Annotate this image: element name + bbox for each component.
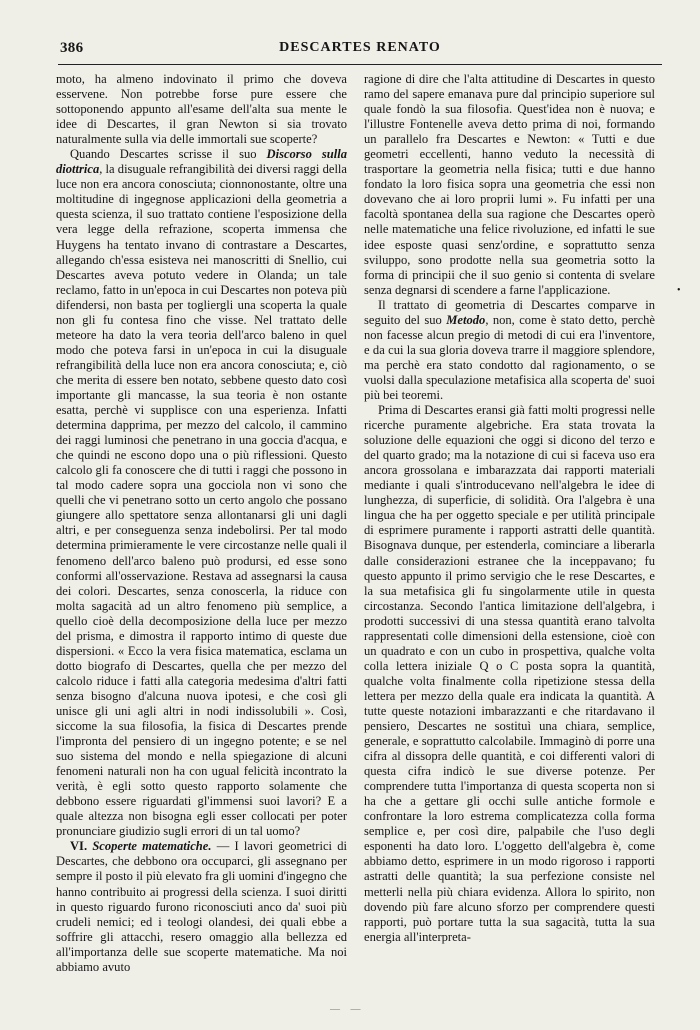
paragraph bbox=[56, 147, 347, 839]
text-run: , non, come è stato detto, perchè non facesse alcun pregio di metodi di cui era l'inventore, e da cui la sua gloria doveva trarre il maggiore splendore, ma perchè era stato condotto dal ragionamento, o se vuolsi dalla speculazione metafisica alla scoperta de' suoi più bei teoremi. bbox=[364, 312, 655, 402]
section-title: Scoperte matematiche. bbox=[92, 839, 212, 854]
work-title: Metodo bbox=[446, 312, 486, 327]
text-run: Quando Descartes scrisse il suo bbox=[70, 147, 267, 162]
section-paragraph bbox=[56, 839, 347, 974]
header-rule bbox=[58, 64, 662, 65]
running-title: DESCARTES RENATO bbox=[279, 40, 441, 55]
paragraph: Prima di Descartes eransi già fatti molti progressi nelle ricerche puramente algebriche. Era stata trovata la soluzione delle equazioni che oggi si dicono del terzo e del quarto grado; ma la notazione di cui si faceva uso era ancora grossolana e imbarazzata dai rapporti materiali mediante i quali s'introducevano nell'algebra le idee di lunghezza, di superficie, di solidità. Ora l'algebra è una lingua che ha per oggetto speciale e per utilità principale di esprimere puramente i rapporti astratti delle quantità. Bisognava dunque, per estenderla, cominciare a liberarla dalle considerazioni estranee che la inceppavano; fu questo appunto il primo servigio che le rese Descartes, e la sua metafisica gli fu singolarmente utile in questa circostanza. Secondo l'antica limitazione dell'algebra, i prodotti successivi di una stessa quantità erano talvolta rappresentati colle dimensioni della estensione, cioè con un quadrato e con un cubo in prospettiva, qualche volta colla lettera iniziale Q o C posta sopra la quantità, qualche volta finalmente colla ripetizione stessa della lettera per mezzo della quale era indicata la quantità. A tutte queste notazioni imbarazzanti e che ritardavano il pensiero, Descartes ne sostituì una chiara, semplice, generale, e soprattutto calcolabile. Immaginò di porre una cifra al dissopra delle quantità, e coi differenti valori di questa cifra indicò le sue diverse potenze. Per comprendere tutta l'importanza di questa scoperta non si ha che a gettare gli occhi sulle antiche formole e confrontare la loro estrema complicatezza colla forma semplice e, per così dire, palpabile che l'uso degli esponenti ha dato loro. L'oggetto dell'algebra è, come abbiamo detto, esprimere in un modo rigoroso i rapporti astratti delle quantità; la sua perfezione consiste nel metterli nella più chiara evidenza. Allora lo spirito, non dovendo più fare alcuno sforzo per comprendere questi rapporti, può portare tutta la sua sagacità, tutta la sua energia all'interpreta- bbox=[364, 403, 655, 944]
section-number: VI. bbox=[70, 839, 88, 854]
left-column bbox=[56, 72, 347, 975]
paragraph: moto, ha almeno indovinato il primo che doveva esservene. Non potrebbe forse pure essere che sottoponendo appunto all'esame dell'alta sua mente le idee di Descartes, il gran Newton si sia trovato naturalmente sulla via delle immortali sue scoperte? bbox=[56, 72, 347, 147]
page-header bbox=[60, 40, 660, 62]
paragraph: ragione di dire che l'alta attitudine di Descartes in questo ramo del sapere emanava pure dal principio superiore sul quale fondò la sua filosofia. Quest'idea non è nuova; e l'illustre Fontenelle aveva detto prima di noi, formando un parallelo fra Descartes e Newton: « Tutti e due geometri eccellenti, hanno veduto la necessità di trasportare la geometria nella fisica; tutti e due hanno fondato la loro fisica sopra una geometria che essi non dovevano che ai loro proprii lumi ». Fu infatti per una facoltà spontanea della sua ragione che Descartes operò nelle matematiche una felice rivoluzione, ed infatti le sue idee esposte quasi senz'ordine, e soprattutto senza sviluppo, sono prodotte nella sua geometria sotto la forma di principii che il suo genio si contenta di svelare senza degnarsi di scendere a farne l'applicazione. bbox=[364, 72, 655, 297]
work-title: Discorso sulla diottrica bbox=[56, 147, 347, 177]
paragraph bbox=[364, 298, 655, 403]
margin-mark: • bbox=[677, 285, 681, 296]
text-run: Il trattato di geometria di Descartes comparve in seguito del suo bbox=[364, 297, 655, 327]
text-run: , la disuguale refrangibilità dei diversi raggi della luce non era ancora conosciuta; cionnonostante, oltre una moltitudine di ingegnose applicazioni della geometria a questa scienza, il suo trattato contiene l'esposizione della vera legge della refrazione, scoperta immensa che Huygens ha tentato invano di contrastare a Descartes, allegando ch'essa esisteva nei manoscritti di Snellio, cui Descartes aveva potuto vedere in Olanda; un tale reclamo, fatto in un'epoca in cui Descartes non poteva più difendersi, non basta per togliergli una scoperta la quale non gli fu contesa fino che visse. Nel trattato delle meteore ha dato la vera teoria dell'arco baleno in quel modo che poteva farsi in un'epoca in cui la disuguale refrangibilità della luce non era ancora conosciuta; e, ciò che merita di essere ben notato, sebbene questo dato così importante gli mancasse, la sua teoria è non ostante esatta, perchè vi supplisce con una esperienza. Infatti determina dapprima, per mezzo del calcolo, il cammino dei raggi luminosi che penetrano in una goccia d'acqua, e che quindi ne escono dopo una o più riflessioni. Questo calcolo gli fa conoscere che di tutti i raggi che possono in tal modo cadere sopra una gocciola non vi sono che quelli che vi penetrano sotto un certo angolo che possano giungere allo spettatore senza allontanarsi gli uni dagli altri, e per conseguenza senza indebolirsi. Per tal modo determina primieramente le vere circostanze nelle quali il fenomeno dell'arco baleno può prodursi, ed esse sono conformi all'osservazione. Restava ad assegnarsi la causa dei colori. Descartes, senza conoscerla, la riduce con molta sagacità ad un altro fenomeno più semplice, a quello cioè della decomposizione della luce per mezzo del prisma, e dimostra il rapporto intimo di queste due dispersioni. « Ecco la vera fisica matematica, esclama un dotto biografo di Descartes, quella che per mezzo del calcolo riduce i fatti alla categoria medesima d'altri fatti senza bisogno d'alcuna nuova ipotesi, e che così gli unisce gli uni agli altri in nodi indissolubili ». Così, siccome la sua filosofia, la fisica di Descartes prende l'impronta del pensiero di un ingegno potente; e se nel suo sistema del mondo e nella spiegazione di alcuni fenomeni naturali non ha con ugual felicità incontrato la verità, è egli sotto questo rapporto solamente che debbono essere riguardati gl'immensi suoi lavori? E a quale altezza non bisogna egli esser collocati per poter pronunciare giudizio sugli errori di un tal uomo? bbox=[56, 162, 347, 839]
page-number: 386 bbox=[60, 40, 84, 56]
footer-mark: — — bbox=[330, 1004, 365, 1015]
right-column bbox=[364, 72, 655, 945]
text-run: — I lavori geometrici di Descartes, che debbono ora occuparci, gli assegnano per sempre il posto il più elevato fra gli uomini d'ingegno che hanno contribuito ai progressi della scienza. I suoi diritti in questo riguardo furono riconosciuti anco da' suoi più crudeli nemici; ed i teologi olandesi, dei quali ebbe a soffrire gli attacchi, resero omaggio alla bellezza ed all'importanza delle sue scoperte matematiche. Ma noi abbiamo avuto bbox=[56, 839, 347, 974]
